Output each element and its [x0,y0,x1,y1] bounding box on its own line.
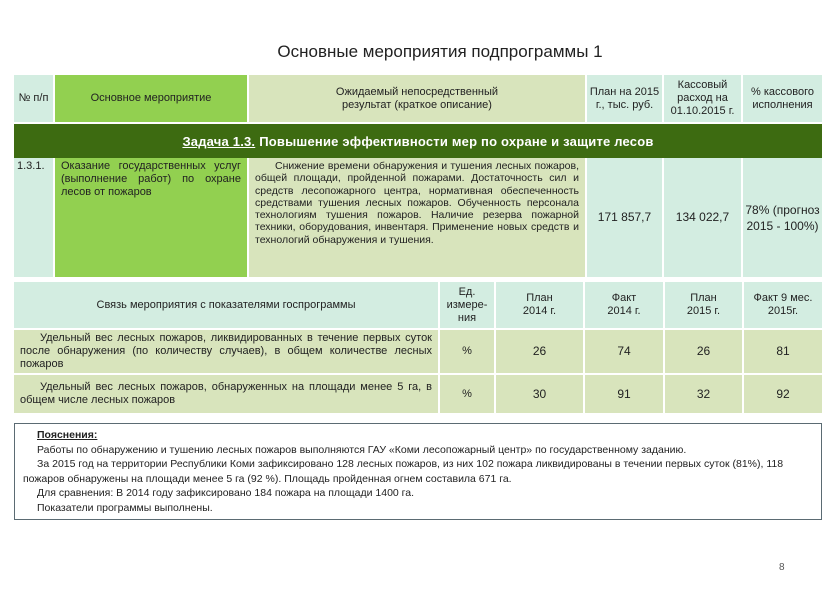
ind-row-1-plan2014: 26 [496,330,583,373]
header-plan: План на 2015 г., тыс. руб. [587,75,662,122]
ind-row-1-fact2015: 81 [744,330,822,373]
ind-row-1-plan2015: 26 [665,330,742,373]
row-spent: 134 022,7 [664,158,741,277]
header-activity: Основное мероприятие [55,75,247,122]
ind-row-2-plan2014: 30 [496,375,583,413]
ind-header-name: Связь мероприятия с показателями госпрограммы [14,282,438,328]
header-result: Ожидаемый непосредственный результат (краткое описание) [249,75,585,122]
row-percent: 78% (прогноз 2015 - 100%) [743,158,822,277]
ind-row-2-unit: % [440,375,494,413]
ind-row-1-unit: % [440,330,494,373]
ind-header-fact2015: Факт 9 мес. 2015г. [744,282,822,328]
page-title: Основные мероприятия подпрограммы 1 [277,42,603,61]
notes-line: Работы по обнаружению и тушению лесных пожаров выполняются ГАУ «Коми лесопожарный центр» по государственному заданию. [37,443,687,456]
row-num: 1.3.1. [14,158,53,277]
row-plan: 171 857,7 [587,158,662,277]
ind-row-2-name: Удельный вес лесных пожаров, обнаруженных на площади менее 5 га, в общем числе лесных пожаров [14,375,438,413]
notes-heading: Пояснения: [37,429,98,441]
ind-header-unit: Ед. измере-ния [440,282,494,328]
page-number: 8 [779,562,785,573]
ind-row-2-plan2015: 32 [665,375,742,413]
ind-header-fact2014: Факт 2014 г. [585,282,663,328]
header-spent: Кассовый расход на 01.10.2015 г. [664,75,741,122]
header-percent: % кассового исполнения [743,75,822,122]
row-result: Снижение времени обнаружения и тушения лесных пожаров, общей площади, пройденной пожарами. Достаточность сил и средств лесопожарного центра, нормативная обеспеченность средствами тушения лесных пожаров. Обученность персонала технологиям тушения пожаров. Наличие резерва пожарной техники, оборудования, инвентаря. Применение новых средств и технологий обнаружения и тушения. [249,158,585,277]
ind-row-1-name: Удельный вес лесных пожаров, ликвидированных в течение первых суток после обнаружения (по количеству случаев), в общем количестве лесных пожаров [14,330,438,373]
header-num: № п/п [14,75,53,122]
notes-box [14,423,822,520]
notes-line: Для сравнения: В 2014 году зафиксировано 184 пожара на площади 1400 га. [37,487,415,499]
row-activity: Оказание государственных услуг (выполнение работ) по охране лесов от пожаров [55,158,247,277]
ind-row-2-fact2014: 91 [585,375,663,413]
notes-line: Показатели программы выполнены. [37,501,213,514]
ind-header-plan2015: План 2015 г. [665,282,742,328]
task-label: Задача 1.3. [182,133,256,149]
ind-row-2-fact2015: 92 [744,375,822,413]
task-text: Повышение эффективности мер по охране и защите лесов [259,133,654,149]
notes-line: За 2015 год на территории Республики Коми зафиксировано 128 лесных пожаров, из них 102 пожара ликвидированы в течении первых суток (81%), 118 пожаров обнаружены на площади менее 5 га (92 %). Площадь пройденная огнем составила 671 га. [23,458,784,485]
ind-row-1-fact2014: 74 [585,330,663,373]
task-band [14,124,822,158]
ind-header-plan2014: План 2014 г. [496,282,583,328]
